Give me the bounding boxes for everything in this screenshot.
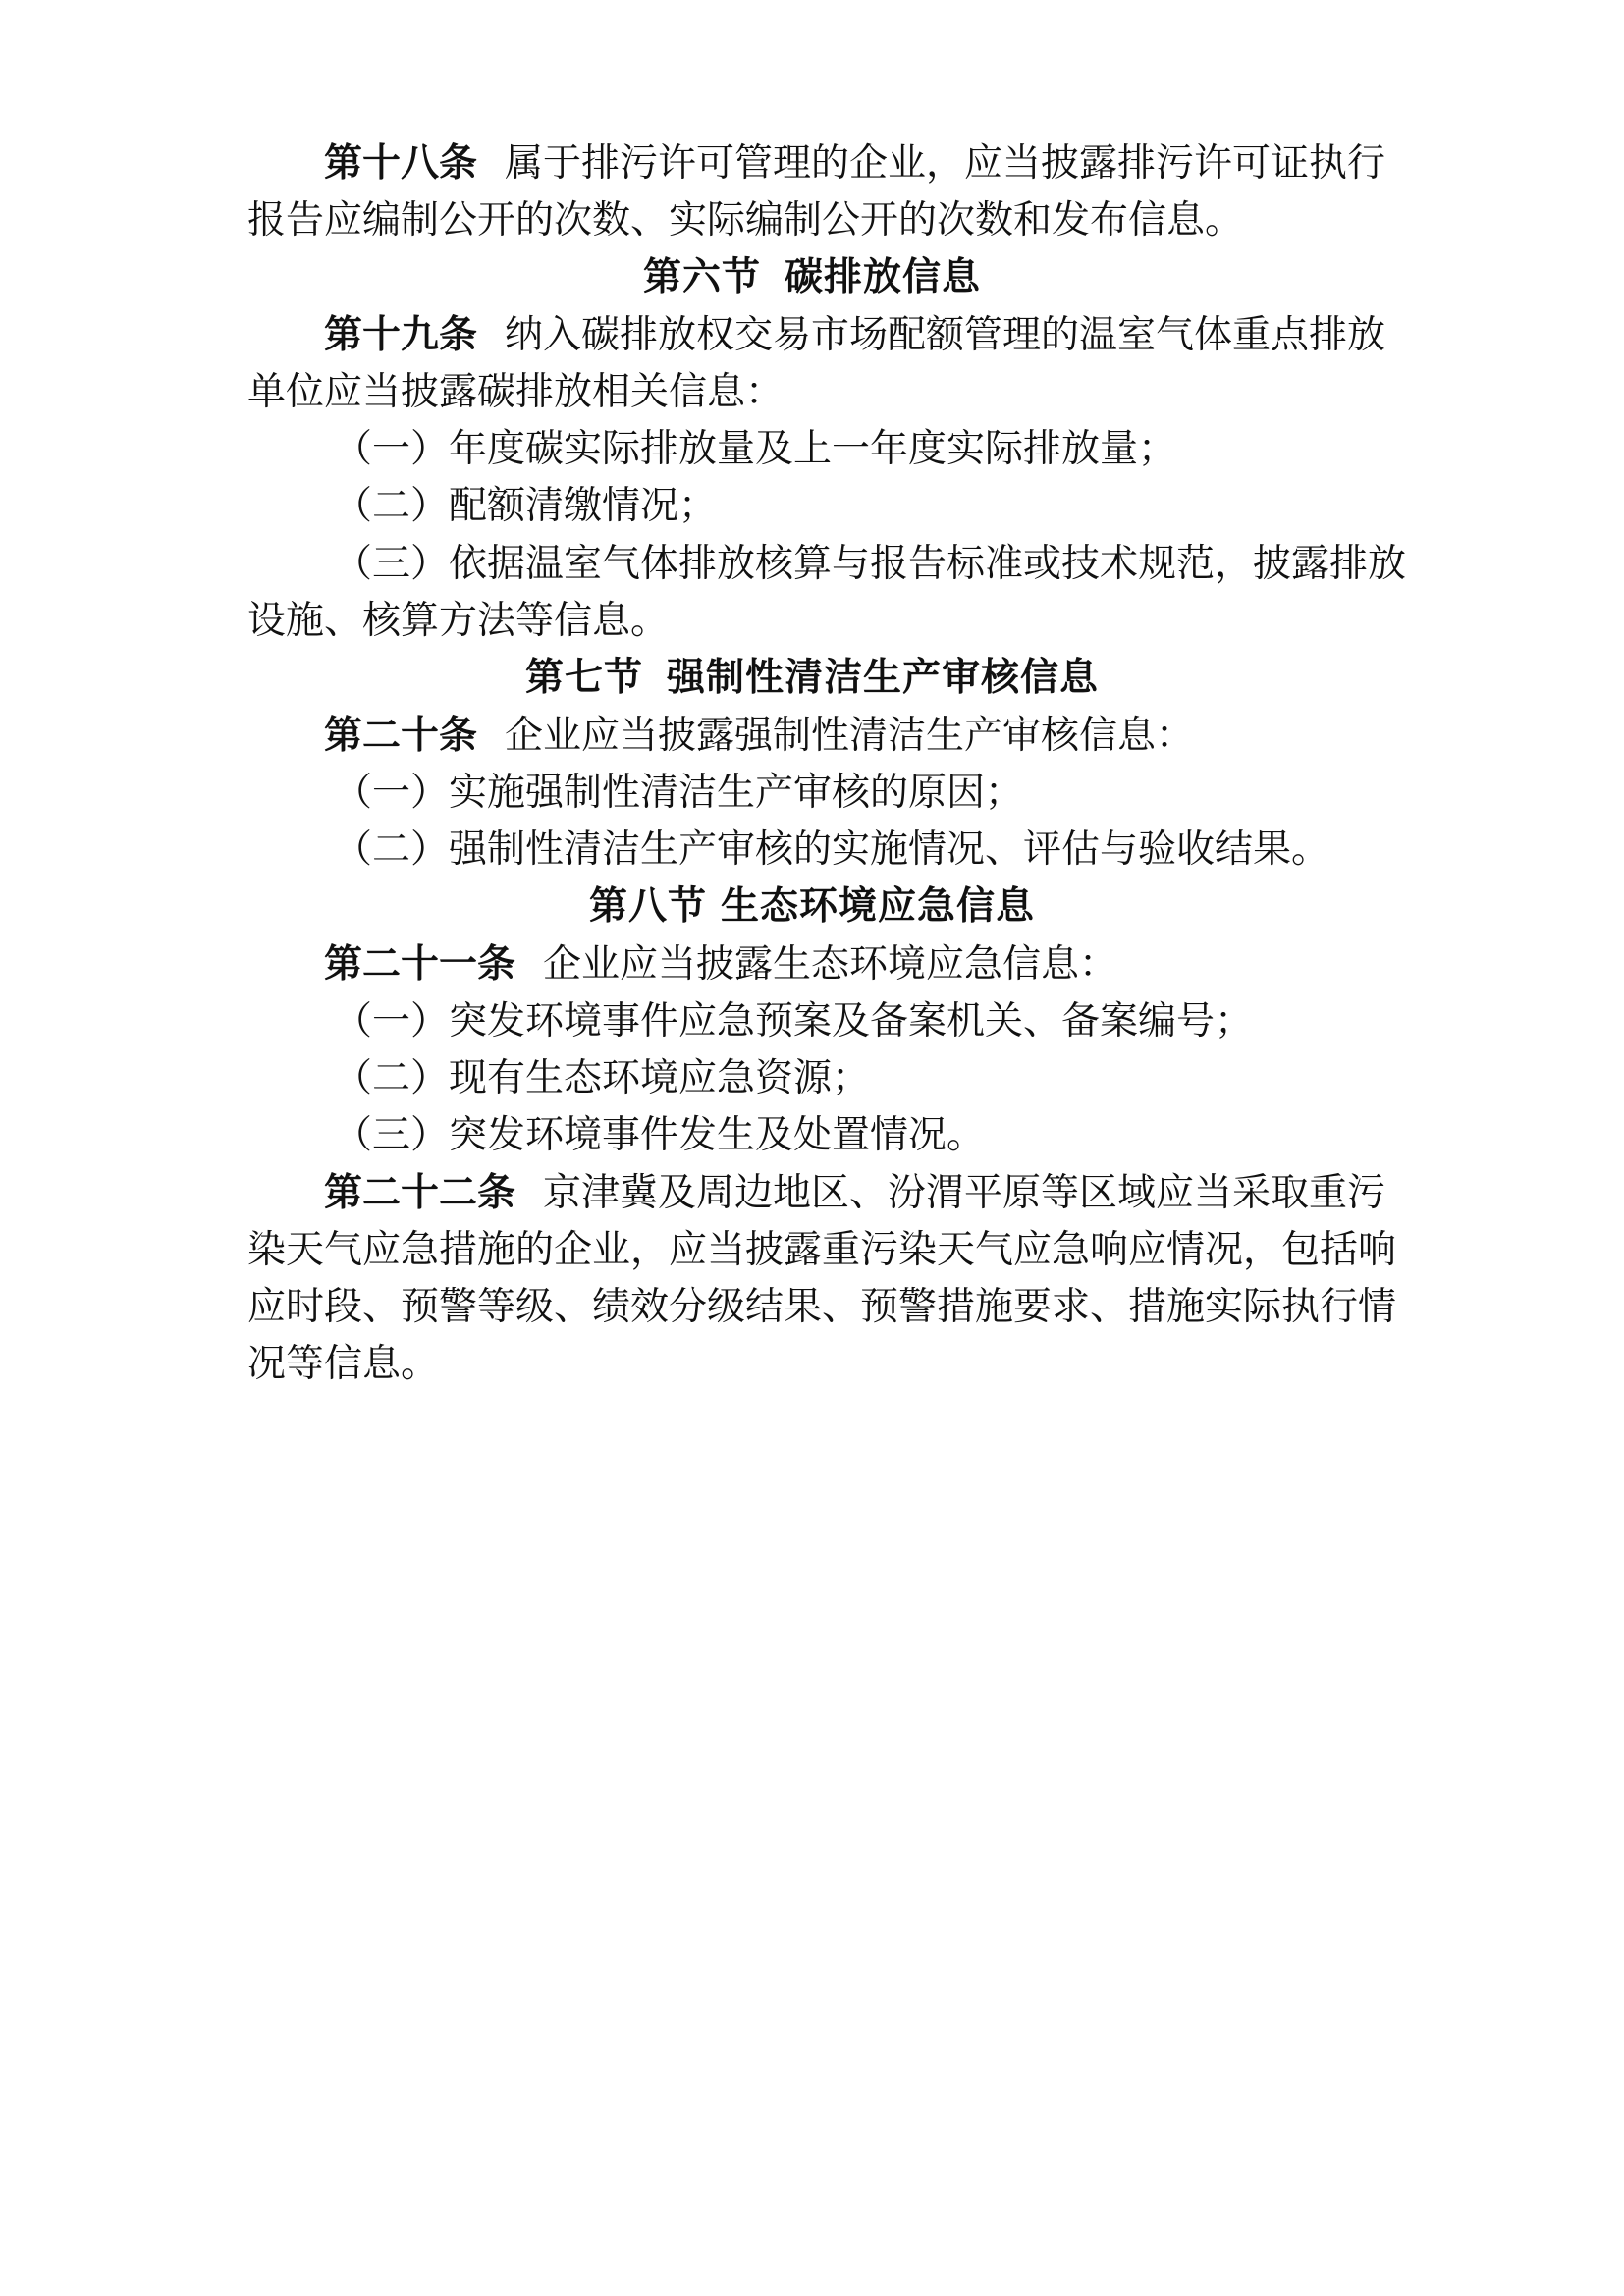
article-20-text: 企业应当披露强制性清洁生产审核信息： (505, 714, 1195, 758)
article-21-line-1 (324, 942, 1453, 987)
article-22-line-3: 应时段、预警等级、绩效分级结果、预警措施要求、措施实际执行情 (247, 1285, 1397, 1329)
article-19-item-1: （一）年度碳实际排放量及上一年度实际排放量； (334, 427, 1177, 471)
article-22-line-2: 染天气应急措施的企业，应当披露重污染天气应急响应情况，包括响 (247, 1228, 1397, 1272)
article-19-text: 纳入碳排放权交易市场配额管理的温室气体重点排放 (505, 313, 1386, 357)
article-18-text: 属于排污许可管理的企业，应当披露排污许可证执行 (505, 141, 1386, 186)
article-22-line-1 (324, 1171, 1453, 1215)
section-6-heading (0, 255, 1624, 299)
article-21-item-3: （三）突发环境事件发生及处置情况。 (334, 1113, 986, 1157)
article-21-label: 第二十一条 (324, 942, 516, 987)
article-20-line-1 (324, 714, 1453, 758)
section-7-title: 强制性清洁生产审核信息 (667, 656, 1100, 700)
article-22-label: 第二十二条 (324, 1171, 516, 1215)
section-6-title: 碳排放信息 (785, 255, 982, 299)
section-7-number: 第七节 (524, 656, 643, 700)
article-19-label: 第十九条 (324, 313, 478, 357)
article-19-line-2: 单位应当披露碳排放相关信息： (247, 370, 785, 414)
article-18-line-2: 报告应编制公开的次数、实际编制公开的次数和发布信息。 (247, 198, 1244, 242)
article-21-item-2: （二）现有生态环境应急资源； (334, 1056, 871, 1100)
section-8-number: 第八节 (588, 884, 707, 929)
article-18-label: 第十八条 (324, 141, 478, 186)
article-19-item-3-continued: 设施、核算方法等信息。 (247, 599, 670, 643)
article-21-item-1: （一）突发环境事件应急预案及备案机关、备案编号； (334, 999, 1254, 1043)
article-22-text: 京津冀及周边地区、汾渭平原等区域应当采取重污 (543, 1171, 1386, 1215)
article-22-line-4: 况等信息。 (247, 1342, 440, 1386)
article-19-item-2: （二）配额清缴情况； (334, 484, 718, 528)
section-8-heading (0, 884, 1624, 929)
section-6-number: 第六节 (642, 255, 761, 299)
article-19-item-3: （三）依据温室气体排放核算与报告标准或技术规范，披露排放 (334, 542, 1407, 586)
section-8-title: 生态环境应急信息 (721, 884, 1036, 929)
article-20-item-1: （一）实施强制性清洁生产审核的原因； (334, 771, 1024, 815)
article-21-text: 企业应当披露生态环境应急信息： (543, 942, 1118, 987)
section-7-heading (0, 656, 1624, 700)
article-18-line-1 (324, 141, 1453, 186)
article-19-line-1 (324, 313, 1453, 357)
article-20-item-2: （二）强制性清洁生产审核的实施情况、评估与验收结果。 (334, 828, 1330, 872)
article-20-label: 第二十条 (324, 714, 478, 758)
